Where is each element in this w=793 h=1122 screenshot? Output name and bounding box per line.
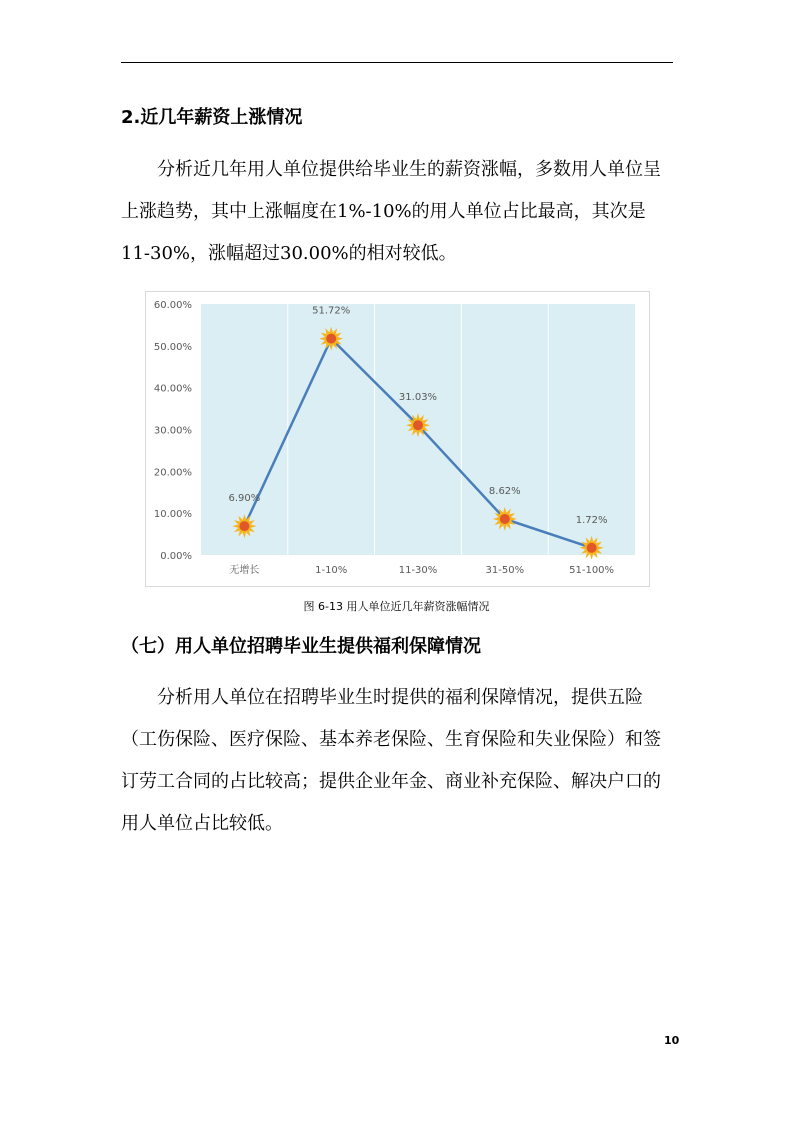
y-tick-label: 20.00% [153, 467, 192, 479]
data-label: 6.90% [228, 493, 261, 505]
subsection-heading: （七）用人单位招聘毕业生提供福利保障情况 [121, 636, 481, 657]
y-tick-label: 40.00% [153, 383, 192, 395]
header-rule [121, 62, 673, 63]
paragraph-salary-growth: 分析近几年用人单位提供给毕业生的薪资涨幅，多数用人单位呈上涨趋势，其中上涨幅度在1%-10%的用人单位占比最高，其次是11-30%，涨幅超过30.00%的相对较低。 [121, 159, 661, 264]
y-tick-label: 30.00% [153, 425, 192, 437]
chart-canvas [146, 292, 649, 586]
x-tick-label: 31-50% [485, 565, 525, 576]
x-tick-label: 1-10% [315, 565, 348, 576]
data-point-marker-core [587, 543, 597, 553]
paragraph-welfare: 分析用人单位在招聘毕业生时提供的福利保障情况，提供五险（工伤保险、医疗保险、基本养老保险、生育保险和失业保险）和签订劳工合同的占比较高；提供企业年金、商业补充保险、解决户口的用人单位占比较低。 [121, 687, 661, 834]
data-point-marker-core [413, 420, 423, 430]
data-point-marker-core [326, 334, 336, 344]
x-tick-label: 51-100% [569, 565, 615, 576]
data-point-marker-core [239, 521, 249, 531]
page-number: 10 [664, 1034, 680, 1047]
data-label: 8.62% [488, 485, 521, 497]
data-label: 51.72% [312, 305, 351, 317]
y-tick-label: 10.00% [153, 509, 192, 521]
x-tick-label: 11-30% [398, 565, 438, 576]
section-heading: 2.近几年薪资上涨情况 [121, 107, 303, 128]
data-point-marker-core [500, 514, 510, 524]
salary-growth-chart [145, 291, 650, 587]
data-label: 31.03% [398, 392, 438, 404]
x-tick-label: 无增长 [229, 565, 260, 576]
y-tick-label: 50.00% [153, 341, 192, 353]
y-tick-label: 0.00% [160, 551, 192, 562]
figure-caption: 图 6-13 用人单位近几年薪资涨幅情况 [303, 600, 490, 613]
data-label: 1.72% [575, 514, 608, 526]
y-tick-label: 60.00% [153, 300, 192, 311]
